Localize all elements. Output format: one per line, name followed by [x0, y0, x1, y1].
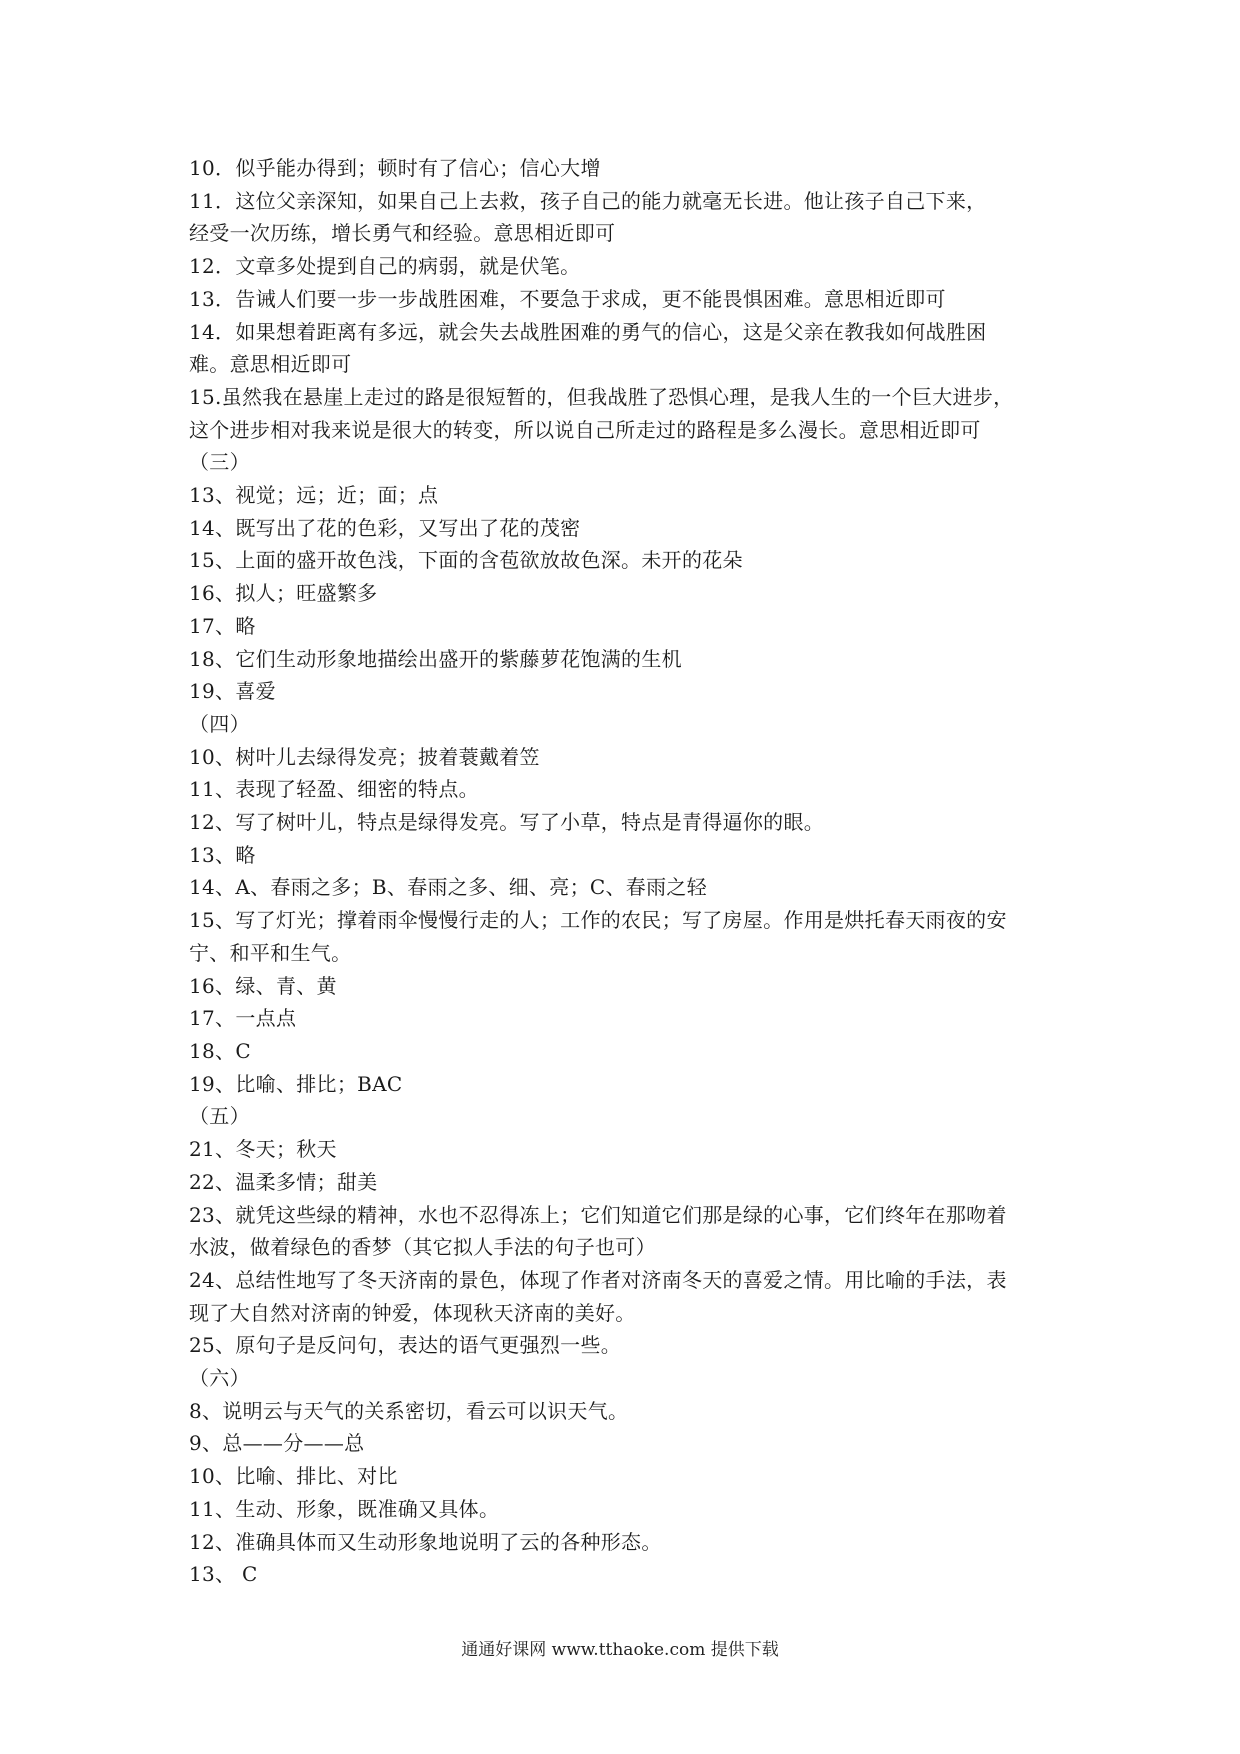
- text-line: 水波，做着绿色的香梦（其它拟人手法的句子也可）: [189, 1235, 656, 1260]
- section-heading: （三）: [189, 450, 250, 475]
- text-line: 15.虽然我在悬崖上走过的路是很短暂的，但我战胜了恐惧心理，是我人生的一个巨大进步，: [189, 384, 1014, 409]
- text-line: 14、既写出了花的色彩，又写出了花的茂密: [189, 515, 581, 540]
- text-line: 14、A、春雨之多；B、春雨之多、细、亮；C、春雨之轻: [189, 875, 707, 900]
- text-line: 13、 C: [189, 1562, 258, 1587]
- section-heading: （四）: [189, 711, 250, 736]
- text-line: 13、视觉；远；近；面；点: [189, 483, 439, 508]
- text-line: 10、树叶儿去绿得发亮；披着蓑戴着笠: [189, 744, 540, 769]
- text-line: 11、表现了轻盈、细密的特点。: [189, 777, 479, 802]
- text-line: 9、总——分——总: [189, 1431, 365, 1456]
- text-line: 18、C: [189, 1038, 251, 1063]
- text-line: 15、写了灯光；撑着雨伞慢慢行走的人；工作的农民；写了房屋。作用是烘托春天雨夜的安: [189, 908, 1007, 933]
- text-line: 21、冬天；秋天: [189, 1137, 337, 1162]
- text-line: 12、写了树叶儿，特点是绿得发亮。写了小草，特点是青得逼你的眼。: [189, 810, 825, 835]
- text-line: 14．如果想着距离有多远，就会失去战胜困难的勇气的信心，这是父亲在教我如何战胜困: [189, 319, 987, 344]
- text-line: 23、就凭这些绿的精神，水也不忍得冻上；它们知道它们那是绿的心事，它们终年在那吻着: [189, 1202, 1007, 1227]
- text-line: 19、比喻、排比；BAC: [189, 1071, 403, 1096]
- text-line: 经受一次历练，增长勇气和经验。意思相近即可: [189, 221, 616, 246]
- text-line: 11．这位父亲深知，如果自己上去救，孩子自己的能力就毫无长进。他让孩子自己下来，: [189, 188, 987, 213]
- text-line: 17、略: [189, 613, 256, 638]
- page-footer: 通通好课网 www.tthaoke.com 提供下载: [461, 1640, 779, 1660]
- text-line: 18、它们生动形象地描绘出盛开的紫藤萝花饱满的生机: [189, 646, 682, 671]
- text-line: 宁、和平和生气。: [189, 940, 352, 965]
- text-line: 24、总结性地写了冬天济南的景色，体现了作者对济南冬天的喜爱之情。用比喻的手法，表: [189, 1267, 1007, 1292]
- text-line: 11、生动、形象，既准确又具体。: [189, 1496, 500, 1521]
- text-line: 这个进步相对我来说是很大的转变，所以说自己所走过的路程是多么漫长。意思相近即可: [189, 417, 981, 442]
- text-line: 12．文章多处提到自己的病弱，就是伏笔。: [189, 254, 581, 279]
- text-line: 8、说明云与天气的关系密切，看云可以识天气。: [189, 1398, 629, 1423]
- section-heading: （六）: [189, 1366, 250, 1391]
- text-line: 25、原句子是反问句，表达的语气更强烈一些。: [189, 1333, 622, 1358]
- text-line: 13．告诫人们要一步一步战胜困难，不要急于求成，更不能畏惧困难。意思相近即可: [189, 286, 946, 311]
- text-line: 16、绿、青、黄: [189, 973, 337, 998]
- text-line: 10、比喻、排比、对比: [189, 1464, 398, 1489]
- answer-content: [189, 152, 1069, 1591]
- text-line: 15、上面的盛开故色浅，下面的含苞欲放故色深。未开的花朵: [189, 548, 743, 573]
- text-line: 12、准确具体而又生动形象地说明了云的各种形态。: [189, 1529, 662, 1554]
- text-line: 现了大自然对济南的钟爱，体现秋天济南的美好。: [189, 1300, 636, 1325]
- section-heading: （五）: [189, 1104, 250, 1129]
- text-line: 13、略: [189, 842, 256, 867]
- text-line: 19、喜爱: [189, 679, 276, 704]
- text-line: 17、一点点: [189, 1006, 297, 1031]
- text-line: 难。意思相近即可: [189, 352, 352, 377]
- text-line: 22、温柔多情；甜美: [189, 1169, 378, 1194]
- text-line: 10．似乎能办得到；顿时有了信心；信心大增: [189, 156, 601, 180]
- text-line: 16、拟人；旺盛繁多: [189, 581, 378, 606]
